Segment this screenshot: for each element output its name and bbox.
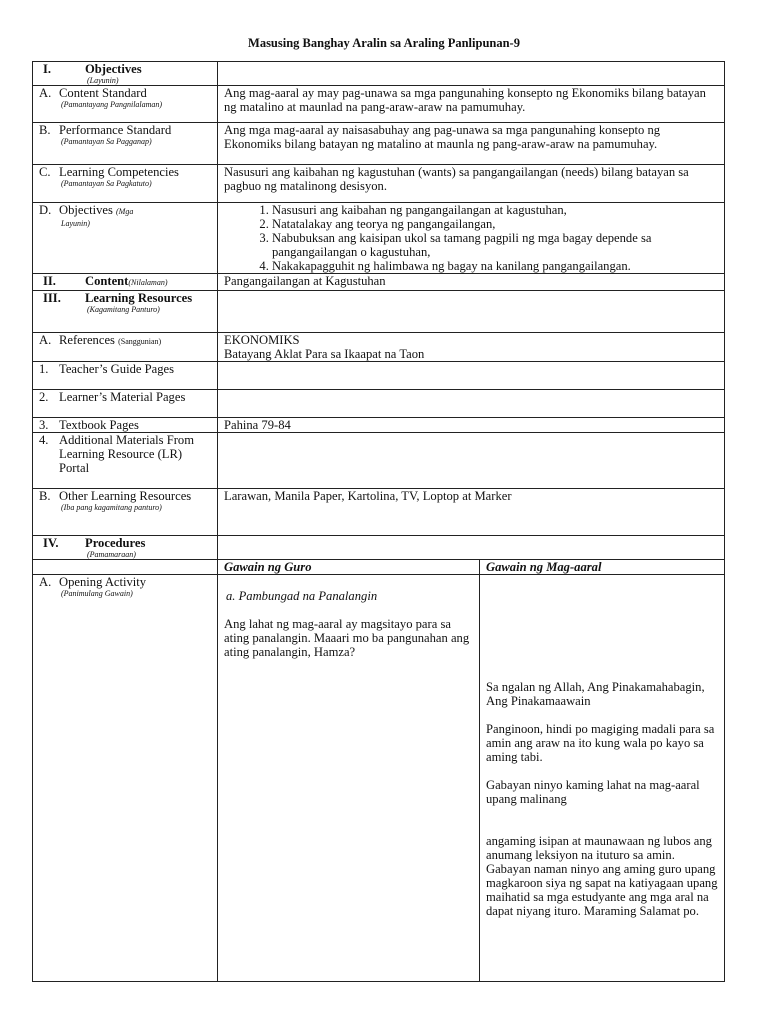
- lesson-plan-table: [32, 61, 725, 982]
- value-cell: Nasusuri ang kaibahan ng kagustuhan (wants) sa pangangailangan (needs) bilang batayan sa pagbuo ng matalinong desisyon.: [218, 165, 725, 203]
- teacher-instruction: Ang lahat ng mag-aaral ay magsitayo para sa ating panalangin. Maaari mo ba pangunahan ang ating panalangin, Hamza?: [224, 617, 470, 659]
- row-textbook: [33, 418, 725, 433]
- row-number: 3.: [39, 418, 49, 432]
- value-cell: Pahina 79-84: [218, 418, 725, 433]
- label-cell: [33, 536, 218, 560]
- row-references: [33, 333, 725, 362]
- row-number: A.: [39, 575, 52, 589]
- student-response: Gabayan ninyo kaming lahat na mag-aaral upang malinang: [486, 778, 700, 806]
- row-label: Content: [85, 274, 129, 288]
- row-label: Learning Resources: [85, 291, 193, 305]
- value-cell: [218, 333, 725, 362]
- student-activity-cell: [480, 575, 725, 982]
- row-label-inline: (Nilalaman): [128, 278, 168, 287]
- row-label: Content Standard: [59, 86, 147, 100]
- value-cell: [218, 433, 725, 489]
- label-cell: [33, 390, 218, 418]
- row-learners-material: [33, 390, 725, 418]
- row-number: B.: [39, 489, 51, 503]
- empty-cell: [33, 560, 218, 575]
- row-label: Other Learning Resources: [59, 489, 192, 503]
- row-label: Learning Competencies: [59, 165, 179, 179]
- label-cell: [33, 418, 218, 433]
- row-column-headers: [33, 560, 725, 575]
- row-number: C.: [39, 165, 51, 179]
- value-cell: Ang mag-aaral ay may pag-unawa sa mga pangunahing konsepto ng Ekonomiks bilang batayan ng matalino at maunlad na pang-araw-araw na pamumuhay.: [218, 86, 725, 123]
- label-cell: [33, 575, 218, 982]
- student-response: Panginoon, hindi po magiging madali para sa amin ang araw na ito kung wala po kayo sa aming tabi.: [486, 722, 715, 764]
- row-procedures: [33, 536, 725, 560]
- teacher-activity-cell: [218, 575, 480, 982]
- list-item: 1. Nasusuri ang kaibahan ng pangangailangan at kagustuhan,: [272, 203, 718, 217]
- row-label: Teacher’s Guide Pages: [59, 362, 174, 376]
- row-number: I.: [43, 62, 52, 76]
- row-sublabel: (Pamantayan Sa Pagganap): [61, 137, 152, 146]
- row-label: Additional Materials From Learning Resource (LR) Portal: [59, 433, 195, 475]
- row-number: II.: [43, 274, 56, 288]
- row-label: Opening Activity: [59, 575, 147, 589]
- row-objectives: [33, 203, 725, 274]
- label-cell: [33, 86, 218, 123]
- row-label-inline: (Mga: [116, 207, 134, 216]
- label-cell: [33, 203, 218, 274]
- row-additional-materials: [33, 433, 725, 489]
- value-cell: Larawan, Manila Paper, Kartolina, TV, Loptop at Marker: [218, 489, 725, 536]
- label-cell: [33, 433, 218, 489]
- row-opening-activity: [33, 575, 725, 982]
- row-label: Learner’s Material Pages: [59, 390, 186, 404]
- row-label: References: [59, 333, 115, 347]
- row-number: III.: [43, 291, 61, 305]
- label-cell: [33, 123, 218, 165]
- row-learning-resources: [33, 291, 725, 333]
- activity-heading: a. Pambungad na Panalangin: [226, 589, 378, 603]
- row-sublabel: (Pamantayang Pangnilalaman): [61, 100, 163, 109]
- row-label: Objectives: [85, 62, 142, 76]
- teacher-column-header: Gawain ng Guro: [218, 560, 480, 575]
- student-response: Sa ngalan ng Allah, Ang Pinakamahabagin, Ang Pinakamaawain: [486, 680, 705, 708]
- value-cell: [218, 536, 725, 560]
- objectives-list: [224, 203, 718, 273]
- row-label: Objectives: [59, 203, 113, 217]
- row-objectives-header: [33, 62, 725, 86]
- row-label: Performance Standard: [59, 123, 172, 137]
- value-cell: [218, 390, 725, 418]
- document-title: Masusing Banghay Aralin sa Araling Panlipunan-9: [248, 36, 520, 50]
- label-cell: [33, 333, 218, 362]
- row-label: Textbook Pages: [59, 418, 139, 432]
- value-cell: Ang mga mag-aaral ay naisasabuhay ang pag-unawa sa mga pangunahing konsepto ng Ekonomiks bilang batayan ng matalino at maunla ng pang-araw-araw na pamumuhay.: [218, 123, 725, 165]
- row-content: [33, 274, 725, 291]
- row-number: 4.: [39, 433, 49, 447]
- row-teachers-guide: [33, 362, 725, 390]
- label-cell: [33, 489, 218, 536]
- label-cell: [33, 291, 218, 333]
- label-cell: [33, 274, 218, 291]
- row-sublabel: (Iba pang kagamitang panturo): [61, 503, 162, 512]
- row-learning-competencies: [33, 165, 725, 203]
- row-content-standard: [33, 86, 725, 123]
- value-cell: [218, 62, 725, 86]
- row-number: B.: [39, 123, 51, 137]
- value-cell: [218, 203, 725, 274]
- row-number: 1.: [39, 362, 49, 376]
- row-performance-standard: [33, 123, 725, 165]
- row-sublabel: (Kagamitang Panturo): [87, 305, 160, 314]
- reference-title: EKONOMIKS: [224, 333, 300, 347]
- row-label-inline: (Sanggunian): [118, 337, 162, 346]
- row-number: 2.: [39, 390, 49, 404]
- row-sublabel: Layunin): [61, 219, 90, 228]
- value-cell: Pangangailangan at Kagustuhan: [218, 274, 725, 291]
- student-column-header: Gawain ng Mag-aaral: [480, 560, 725, 575]
- student-response: angaming isipan at maunawaan ng lubos ang anumang leksiyon na ituturo sa amin. Gabayan naman ninyo ang aming guro upang magkaroon siya ng sapat na katiyagaan upang maihatid sa mga estudyante ang mga aral na dapat niyang ituro. Maraming Salamat po.: [486, 834, 718, 918]
- row-number: A.: [39, 86, 52, 100]
- row-number: A.: [39, 333, 52, 347]
- value-cell: [218, 362, 725, 390]
- row-number: IV.: [43, 536, 59, 550]
- row-sublabel: (Pamamaraan): [87, 550, 136, 559]
- label-cell: [33, 362, 218, 390]
- list-item: 4. Nakakapagguhit ng halimbawa ng bagay na kanilang pangangailangan.: [272, 259, 718, 273]
- row-sublabel: (Pamantayan Sa Pagkatuto): [61, 179, 152, 188]
- reference-subtitle: Batayang Aklat Para sa Ikaapat na Taon: [224, 347, 425, 361]
- list-item: 3. Nabubuksan ang kaisipan ukol sa tamang pagpili ng mga bagay depende sa pangangailangan o kagustuhan,: [272, 231, 718, 259]
- list-item: 2. Natatalakay ang teorya ng pangangailangan,: [272, 217, 718, 231]
- value-cell: [218, 291, 725, 333]
- row-number: D.: [39, 203, 52, 217]
- row-sublabel: (Layunin): [87, 76, 119, 85]
- row-sublabel: (Panimulang Gawain): [61, 589, 133, 598]
- row-other-resources: [33, 489, 725, 536]
- row-label: Procedures: [85, 536, 146, 550]
- label-cell: [33, 165, 218, 203]
- label-cell: [33, 62, 218, 86]
